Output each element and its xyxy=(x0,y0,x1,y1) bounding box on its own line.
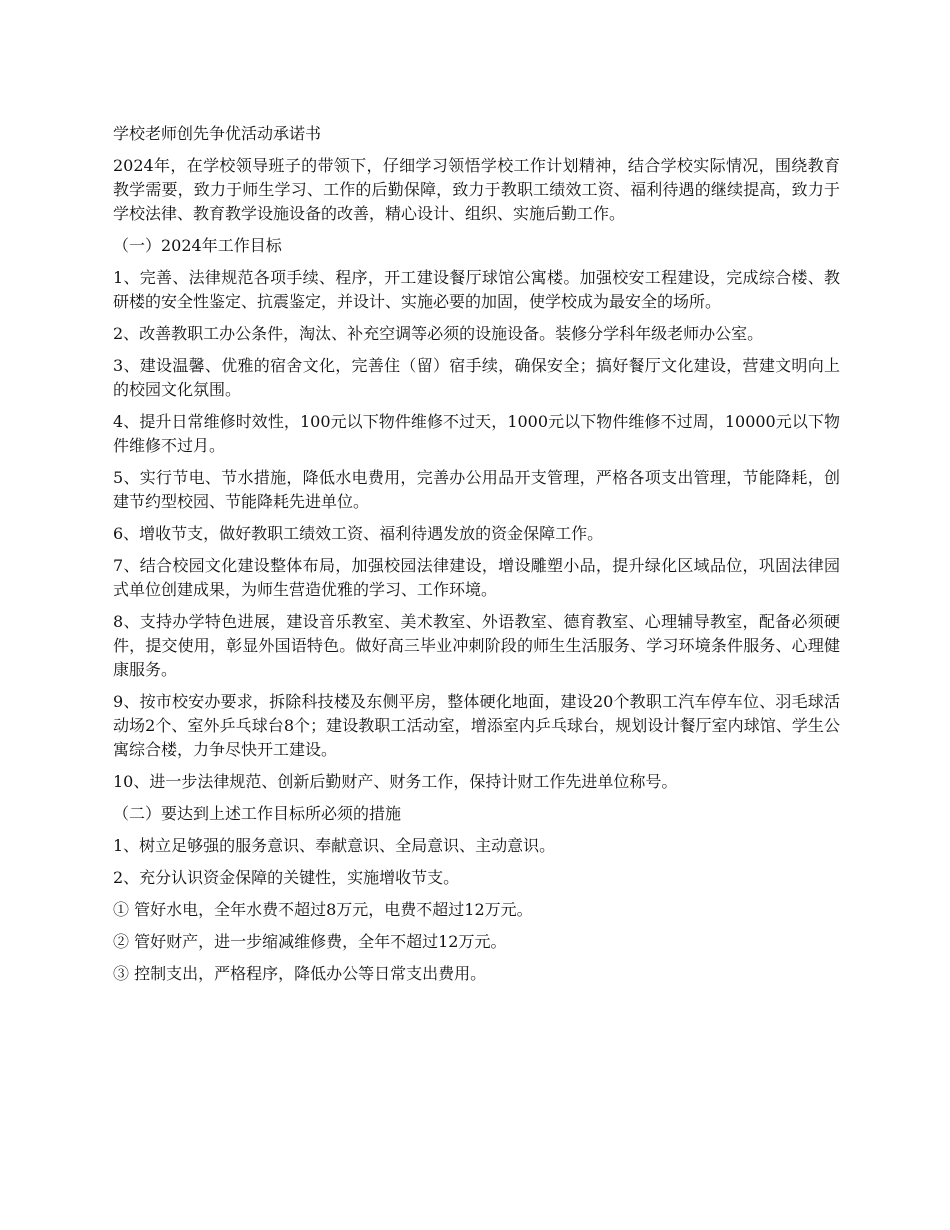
goal-item-3: 3、建设温馨、优雅的宿舍文化，完善住（留）宿手续，确保安全；搞好餐厅文化建设，营建文明向上的校园文化氛围。 xyxy=(113,356,840,399)
goal-item-8: 8、支持办学特色进展，建设音乐教室、美术教室、外语教室、德育教室、心理辅导教室，配备必须硬件，提交使用，彰显外国语特色。做好高三毕业冲刺阶段的师生生活服务、学习环境条件服务、心理健康服务。 xyxy=(113,612,840,679)
goal-item-2: 2、改善教职工办公条件，淘汰、补充空调等必须的设施设备。装修分学科年级老师办公室。 xyxy=(113,324,764,343)
section-heading-measures: （二）要达到上述工作目标所必须的措施 xyxy=(113,804,402,823)
measure-subitem-2: ② 管好财产，进一步缩减维修费，全年不超过12万元。 xyxy=(113,932,507,951)
intro-paragraph: 2024年，在学校领导班子的带领下，仔细学习领悟学校工作计划精神，结合学校实际情况，围绕教育教学需要，致力于师生学习、工作的后勤保障，致力于教职工绩效工资、福利待遇的继续提高，致力于学校法律、教育教学设施设备的改善，精心设计、组织、实施后勤工作。 xyxy=(113,156,840,223)
measure-item-2: 2、充分认识资金保障的关键性，实施增收节支。 xyxy=(113,868,460,887)
goal-item-4: 4、提升日常维修时效性，100元以下物件维修不过天，1000元以下物件维修不过周，10000元以下物件维修不过月。 xyxy=(113,412,840,455)
goal-item-9: 9、按市校安办要求，拆除科技楼及东侧平房，整体硬化地面，建设20个教职工汽车停车位、羽毛球活动场2个、室外乒乓球台8个；建设教职工活动室，增添室内乒乓球台，规划设计餐厅室内球馆、学生公寓综合楼，力争尽快开工建设。 xyxy=(113,692,840,759)
document-page xyxy=(113,122,840,994)
goal-item-6: 6、增收节支，做好教职工绩效工资、福利待遇发放的资金保障工作。 xyxy=(113,524,604,543)
goal-item-10: 10、进一步法律规范、创新后勤财产、财务工作，保持计财工作先进单位称号。 xyxy=(113,772,678,791)
goal-item-1: 1、完善、法律规范各项手续、程序，开工建设餐厅球馆公寓楼。加强校安工程建设，完成综合楼、教研楼的安全性鉴定、抗震鉴定，并设计、实施必要的加固，使学校成为最安全的场所。 xyxy=(113,268,840,311)
measure-item-1: 1、树立足够强的服务意识、奉献意识、全局意识、主动意识。 xyxy=(113,836,556,855)
goal-item-7: 7、结合校园文化建设整体布局，加强校园法律建设，增设雕塑小品，提升绿化区域品位，巩固法律园式单位创建成果，为师生营造优雅的学习、工作环境。 xyxy=(113,556,840,599)
document-title: 学校老师创先争优活动承诺书 xyxy=(113,124,322,143)
measure-subitem-1: ① 管好水电，全年水费不超过8万元，电费不超过12万元。 xyxy=(113,900,533,919)
section-heading-goals: （一）2024年工作目标 xyxy=(113,236,282,255)
goal-item-5: 5、实行节电、节水措施，降低水电费用，完善办公用品开支管理，严格各项支出管理，节能降耗，创建节约型校园、节能降耗先进单位。 xyxy=(113,468,840,511)
measure-subitem-3: ③ 控制支出，严格程序，降低办公等日常支出费用。 xyxy=(113,964,487,983)
